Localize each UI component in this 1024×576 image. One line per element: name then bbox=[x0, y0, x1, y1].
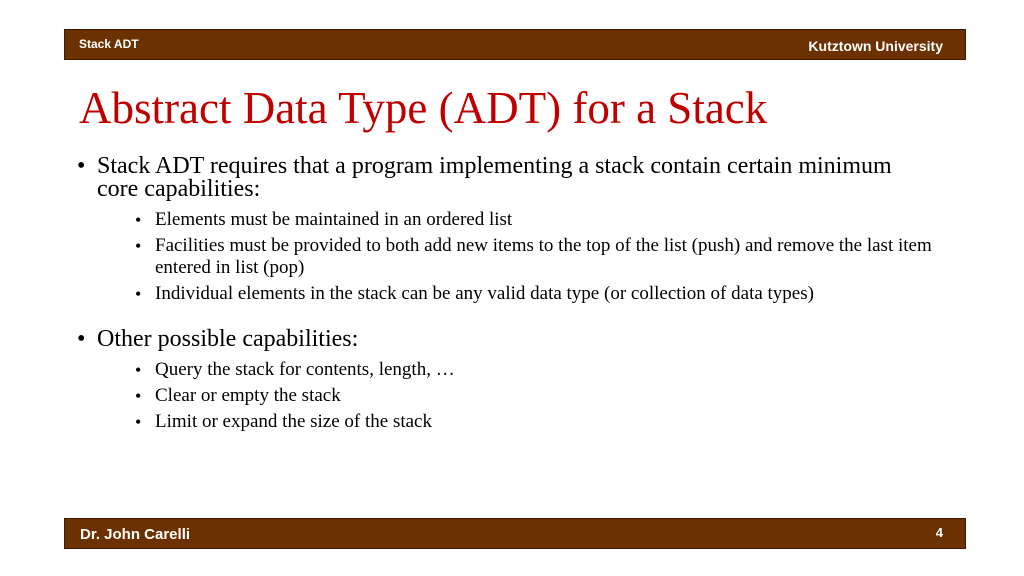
sub-bullet-1-2-text: Facilities must be provided to both add new items to the top of the list (push) and remove the last item entered in list (pop) bbox=[155, 235, 932, 278]
sub-bullet-2-3 bbox=[135, 411, 937, 433]
sub-bullet-1-1 bbox=[135, 209, 937, 231]
main-bullet-2 bbox=[77, 328, 937, 433]
main-bullet-1 bbox=[77, 155, 937, 305]
sub-bullet-1-2-marker: • bbox=[135, 236, 142, 256]
sub-bullet-2-3-marker: • bbox=[135, 412, 142, 432]
sub-bullet-2-3-text: Limit or expand the size of the stack bbox=[155, 411, 432, 432]
sub-bullet-2-1-text: Query the stack for contents, length, … bbox=[155, 359, 455, 380]
sub-bullet-1-3-text: Individual elements in the stack can be any valid data type (or collection of data types) bbox=[155, 283, 814, 304]
header-bar bbox=[64, 29, 966, 60]
header-university-label: Kutztown University bbox=[808, 38, 943, 54]
sub-bullet-1-3 bbox=[135, 283, 937, 305]
main-bullet-2-marker: • bbox=[77, 326, 86, 352]
sub-bullet-list-1 bbox=[97, 209, 937, 305]
sub-bullet-2-1 bbox=[135, 359, 937, 381]
header-course-label: Stack ADT bbox=[79, 37, 139, 51]
footer-author: Dr. John Carelli bbox=[80, 526, 191, 543]
sub-bullet-2-2 bbox=[135, 385, 937, 407]
slide-title: Abstract Data Type (ADT) for a Stack bbox=[79, 83, 768, 133]
main-bullet-list bbox=[77, 155, 937, 433]
sub-bullet-1-3-marker: • bbox=[135, 284, 142, 304]
sub-bullet-2-2-text: Clear or empty the stack bbox=[155, 385, 341, 406]
sub-bullet-2-2-marker: • bbox=[135, 386, 142, 406]
slide-content bbox=[77, 155, 937, 433]
main-bullet-2-text: Other possible capabilities: bbox=[97, 326, 359, 352]
sub-bullet-1-1-marker: • bbox=[135, 210, 142, 230]
main-bullet-1-marker: • bbox=[77, 153, 86, 179]
sub-bullet-1-1-text: Elements must be maintained in an ordered list bbox=[155, 209, 513, 230]
sub-bullet-1-2 bbox=[135, 235, 937, 279]
sub-bullet-2-1-marker: • bbox=[135, 360, 142, 380]
footer-bar bbox=[64, 518, 966, 549]
footer-page-number: 4 bbox=[935, 525, 943, 540]
main-bullet-1-text: Stack ADT requires that a program implementing a stack contain certain minimum core capabilities: bbox=[97, 153, 892, 202]
sub-bullet-list-2 bbox=[97, 359, 937, 433]
